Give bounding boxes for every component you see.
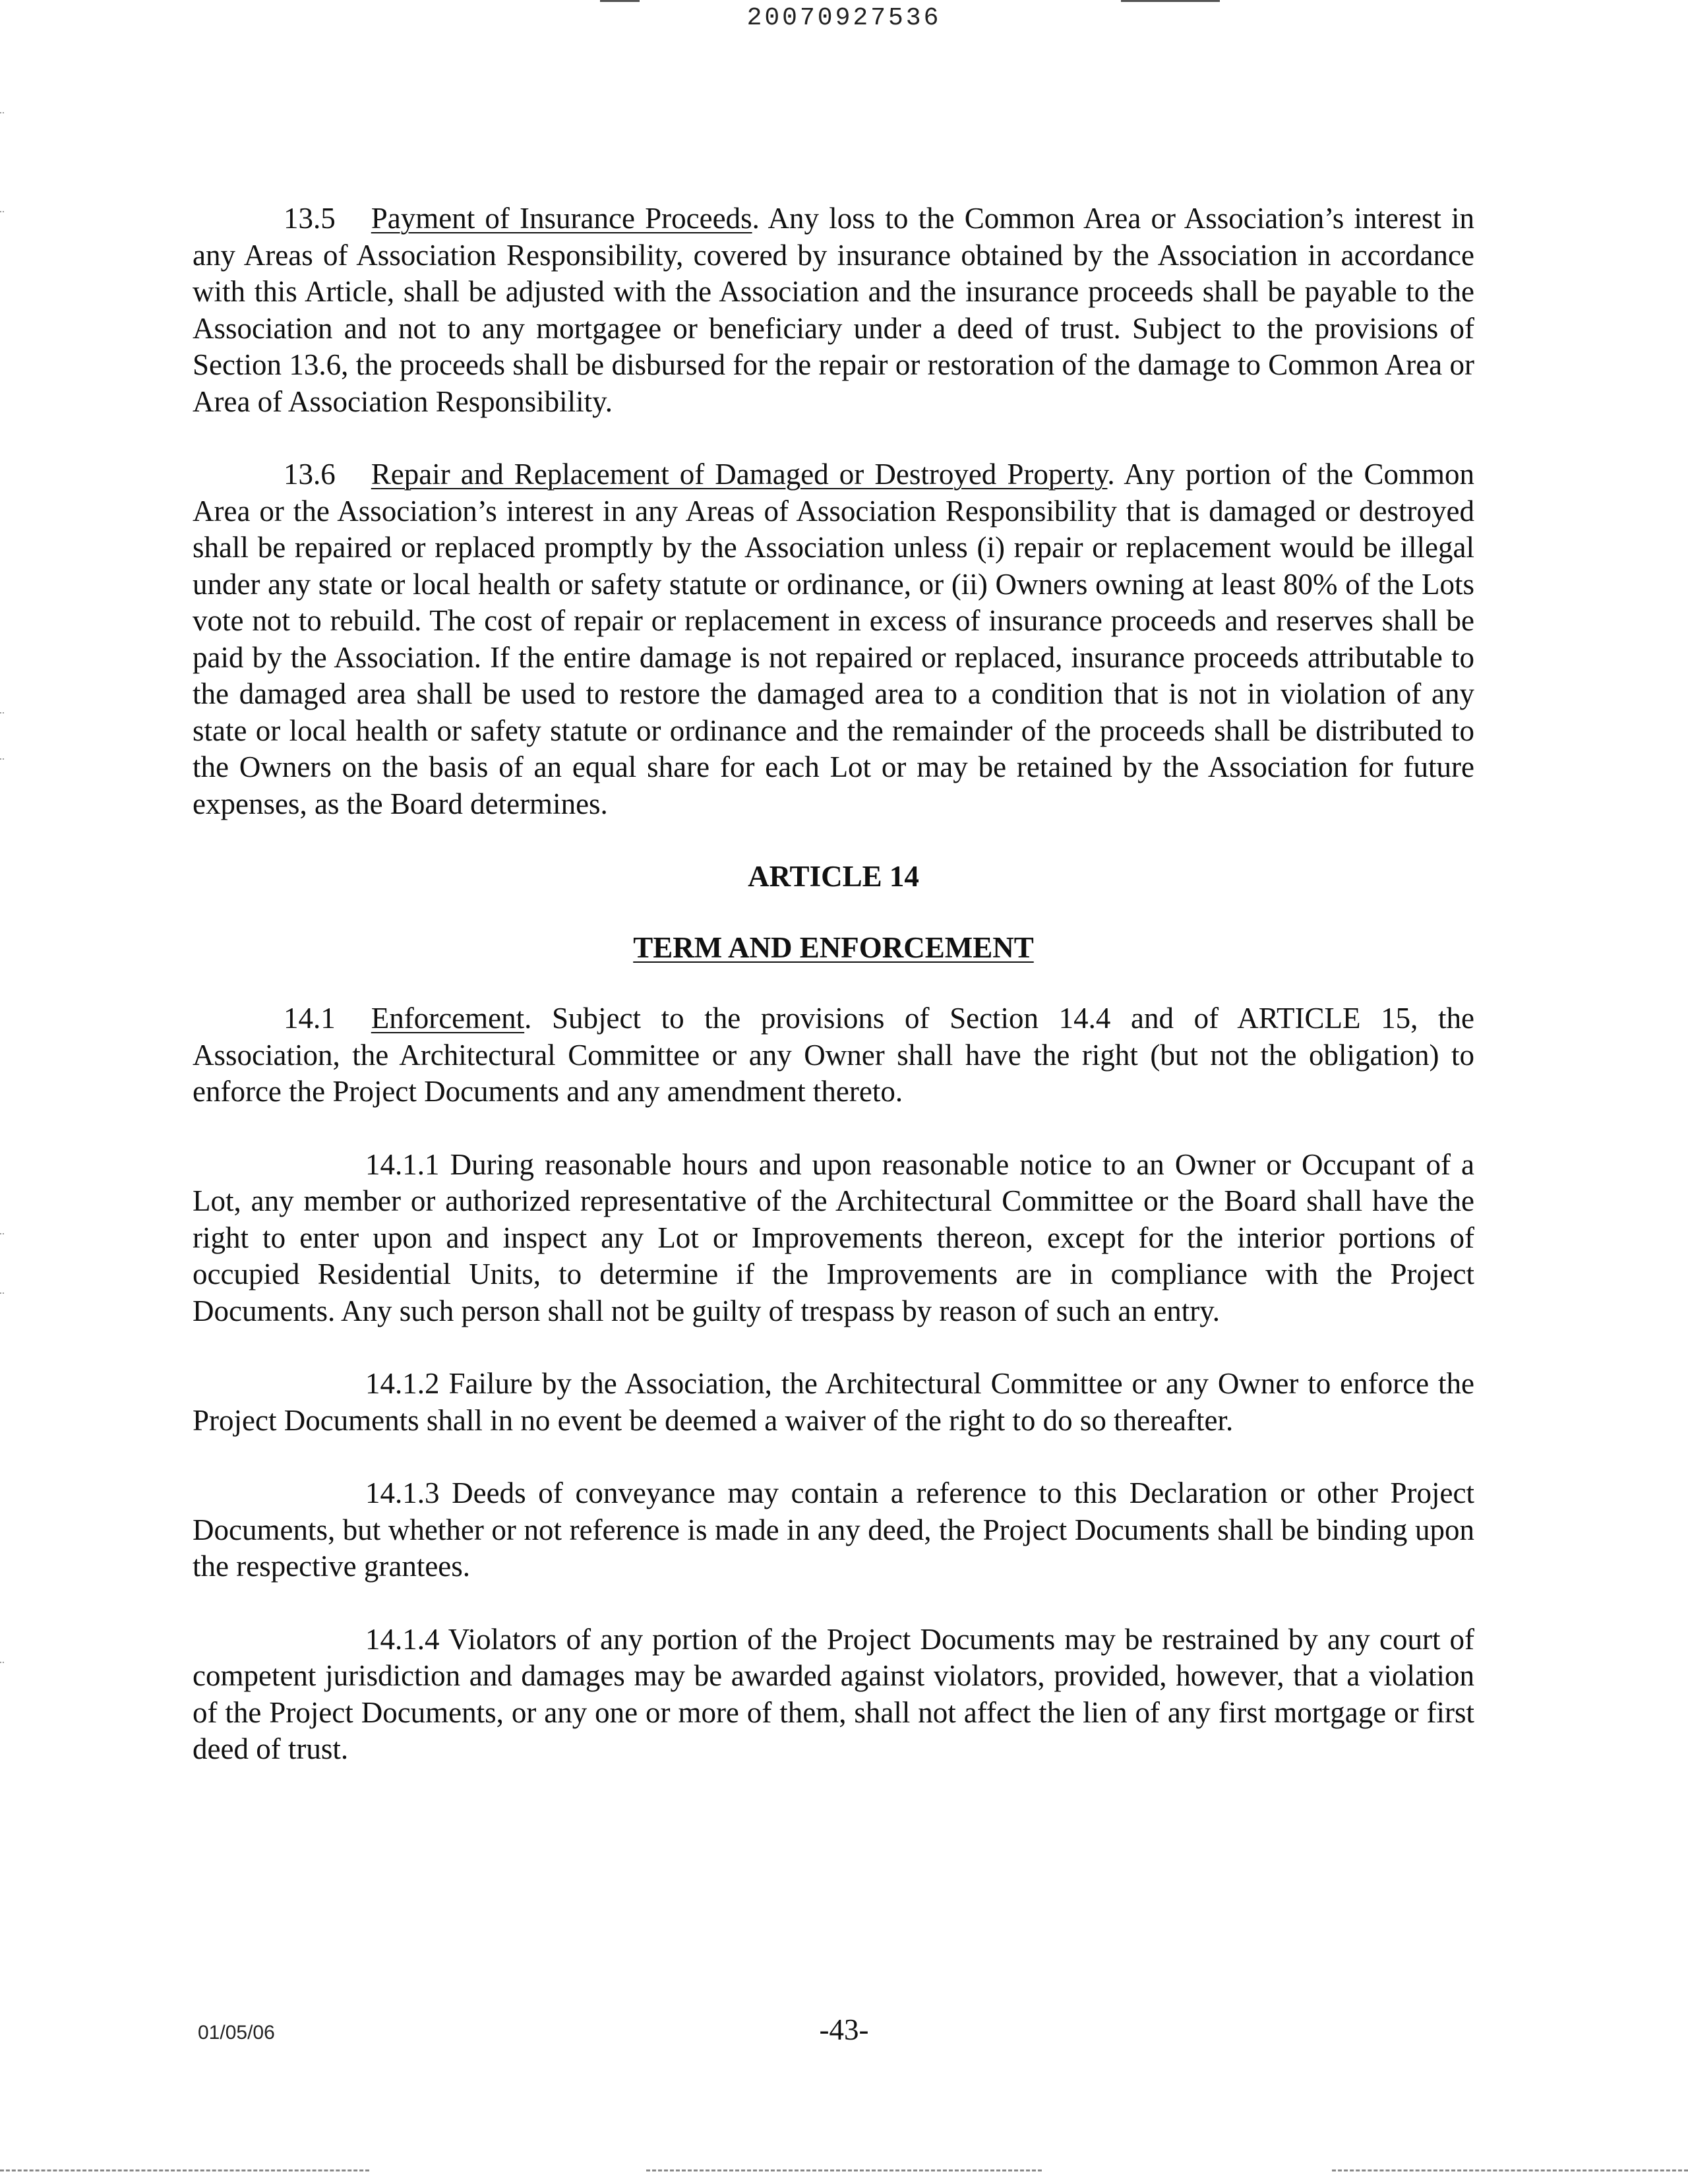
section-14-1-2: 14.1.2 Failure by the Association, the Architectural Committee or any Owner to enforce the Project Documents shall in no event be deemed a waiver of the right to do so thereafter. [193, 1367, 1474, 1437]
section-14-1-1: 14.1.1 During reasonable hours and upon reasonable notice to an Owner or Occupant of a Lot, any member or authorized representative of the Architectural Committee or the Board shall have the right to enter upon and inspect any Lot or Improvements thereon, except for the interior portions of occupied Residential Units, to determine if the Improvements are in compliance with the Project Documents. Any such person shall not be guilty of trespass by reason of such an entry. [193, 1147, 1474, 1327]
scan-rule-left [600, 0, 640, 2]
section-14-1 [193, 1000, 1474, 1110]
article-title-text: TERM AND ENFORCEMENT [633, 930, 1034, 964]
section-title: Enforcement [371, 1002, 525, 1035]
scan-bottom-edge [646, 2169, 1042, 2171]
scan-edge-mark [0, 112, 4, 113]
section-13-6 [193, 456, 1474, 822]
scan-rule-right [1121, 0, 1220, 2]
section-13-5 [193, 200, 1474, 420]
scan-edge-mark [0, 1292, 4, 1294]
scan-bottom-edge [0, 2169, 369, 2171]
section-number: 13.6 [284, 458, 336, 491]
section-text: . Any portion of the Common Area or the Association’s interest in any Areas of Association Responsibility that is damaged or destroyed shall be repaired or replaced promptly by the Association unless (i) repair or replacement would be illegal under any state or local health or safety statute or ordinance, or (ii) Owners owning at least 80% of the Lots vote not to rebuild. The cost of repair or replacement in excess of insurance proceeds and reserves shall be paid by the Association. If the entire damage is not repaired or replaced, insurance proceeds attributable to the damaged area shall be used to restore the damaged area to a condition that is not in violation of any state or local health or safety statute or ordinance and the remainder of the proceeds shall be distributed to the Owners on the basis of an equal share for each Lot or may be retained by the Association for future expenses, as the Board determines. [193, 458, 1474, 820]
section-14-1-4: 14.1.4 Violators of any portion of the Project Documents may be restrained by any court of competent jurisdiction and damages may be awarded against violators, provided, however, that a violation of the Project Documents, or any one or more of them, shall not affect the lien of any first mortgage or first deed of trust. [193, 1622, 1474, 1765]
section-14-1-3: 14.1.3 Deeds of conveyance may contain a reference to this Declaration or other Project Documents, but whether or not reference is made in any deed, the Project Documents shall be binding upon the respective grantees. [193, 1476, 1474, 1583]
recording-number: 20070927536 [746, 4, 942, 32]
section-text: . Subject to the provisions of Section 14.4 and of ARTICLE 15, the Association, the Architectural Committee or any Owner shall have the right (but not the obligation) to enforce the Project Documents and any amendment thereto. [193, 1002, 1474, 1108]
section-title: Repair and Replacement of Damaged or Destroyed Property [371, 458, 1108, 491]
scan-edge-mark [0, 1662, 4, 1663]
section-text: . Any loss to the Common Area or Association’s interest in any Areas of Association Responsibility, covered by insurance obtained by the Association in accordance with this Article, shall be adjusted with the Association and the insurance proceeds shall be payable to the Association and not to any mortgagee or beneficiary under a deed of trust. Subject to the provisions of Section 13.6, the proceeds shall be disbursed for the repair or restoration of the damage to Common Area or Area of Association Responsibility. [193, 202, 1475, 418]
section-number: 14.1 [284, 1002, 336, 1035]
scan-edge-mark [0, 1233, 4, 1234]
section-title: Payment of Insurance Proceeds [371, 202, 752, 235]
page-number: -43- [819, 2013, 869, 2046]
scan-edge-mark [0, 211, 4, 212]
scan-edge-mark [0, 712, 4, 713]
scan-edge-mark [0, 758, 4, 760]
scan-bottom-edge [1332, 2169, 1688, 2171]
article-heading: ARTICLE 14 [748, 860, 919, 893]
section-number: 13.5 [284, 202, 336, 235]
article-title [193, 930, 1474, 967]
footer-date: 01/05/06 [198, 2022, 275, 2044]
document-body [193, 200, 1474, 1804]
